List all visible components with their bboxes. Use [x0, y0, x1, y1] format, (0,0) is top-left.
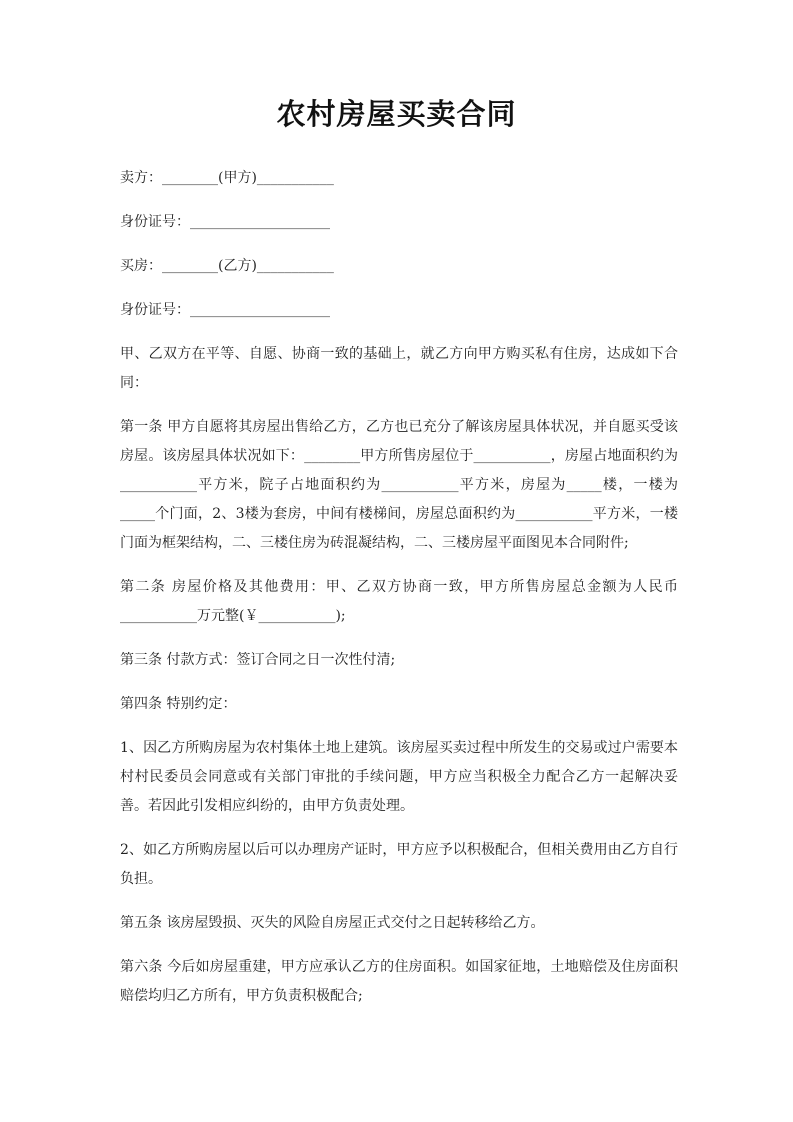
seller-line: 卖方：________(甲方)___________ — [120, 170, 334, 186]
document-title: 农村房屋买卖合同 — [276, 97, 517, 131]
article-1-paragraph: 第一条 甲方自愿将其房屋出售给乙方，乙方也已充分了解该房屋具体状况，并自愿买受该房屋。该房屋具体状况如下：________甲方所售房屋位于___________，房屋占地面积约为___________平方米，院子占地面积约为___________平方米，房屋为_____楼，一楼为_____个门面，2、3楼为套房，中间有楼梯间，房屋总面积约为___________平方米，一楼门面为框架结构，二、三楼住房为砖混凝结构，二、三楼房屋平面图见本合同附件; — [120, 419, 678, 551]
article-4-item-1: 1、因乙方所购房屋为农村集体土地上建筑。该房屋买卖过程中所发生的交易或过户需要本村村民委员会同意或有关部门审批的手续问题，甲方应当积极全力配合乙方一起解决妥善。若因此引发相应纠纷的，由甲方负责处理。 — [120, 740, 678, 814]
article-2-paragraph: 第二条 房屋价格及其他费用：甲、乙双方协商一致，甲方所售房屋总金额为人民币___________万元整(￥___________); — [120, 579, 678, 624]
article-6-paragraph: 第六条 今后如房屋重建，甲方应承认乙方的住房面积。如国家征地，土地赔偿及住房面积赔偿均归乙方所有，甲方负责积极配合; — [120, 959, 678, 1004]
article-4-item-2: 2、如乙方所购房屋以后可以办理房产证时，甲方应予以积极配合，但相关费用由乙方自行负担。 — [120, 842, 678, 887]
seller-id-line: 身份证号：____________________ — [120, 214, 330, 230]
buyer-id-line: 身份证号：____________________ — [120, 302, 330, 318]
document-body — [120, 164, 678, 1026]
preamble-paragraph: 甲、乙双方在平等、自愿、协商一致的基础上，就乙方向甲方购买私有住房，达成如下合同： — [120, 346, 678, 391]
buyer-line: 买房：________(乙方)___________ — [120, 258, 334, 274]
article-5-paragraph: 第五条 该房屋毁损、灭失的风险自房屋正式交付之日起转移给乙方。 — [120, 915, 545, 931]
article-3-paragraph: 第三条 付款方式：签订合同之日一次性付清; — [120, 652, 396, 668]
article-4-heading: 第四条 特别约定： — [120, 696, 237, 712]
